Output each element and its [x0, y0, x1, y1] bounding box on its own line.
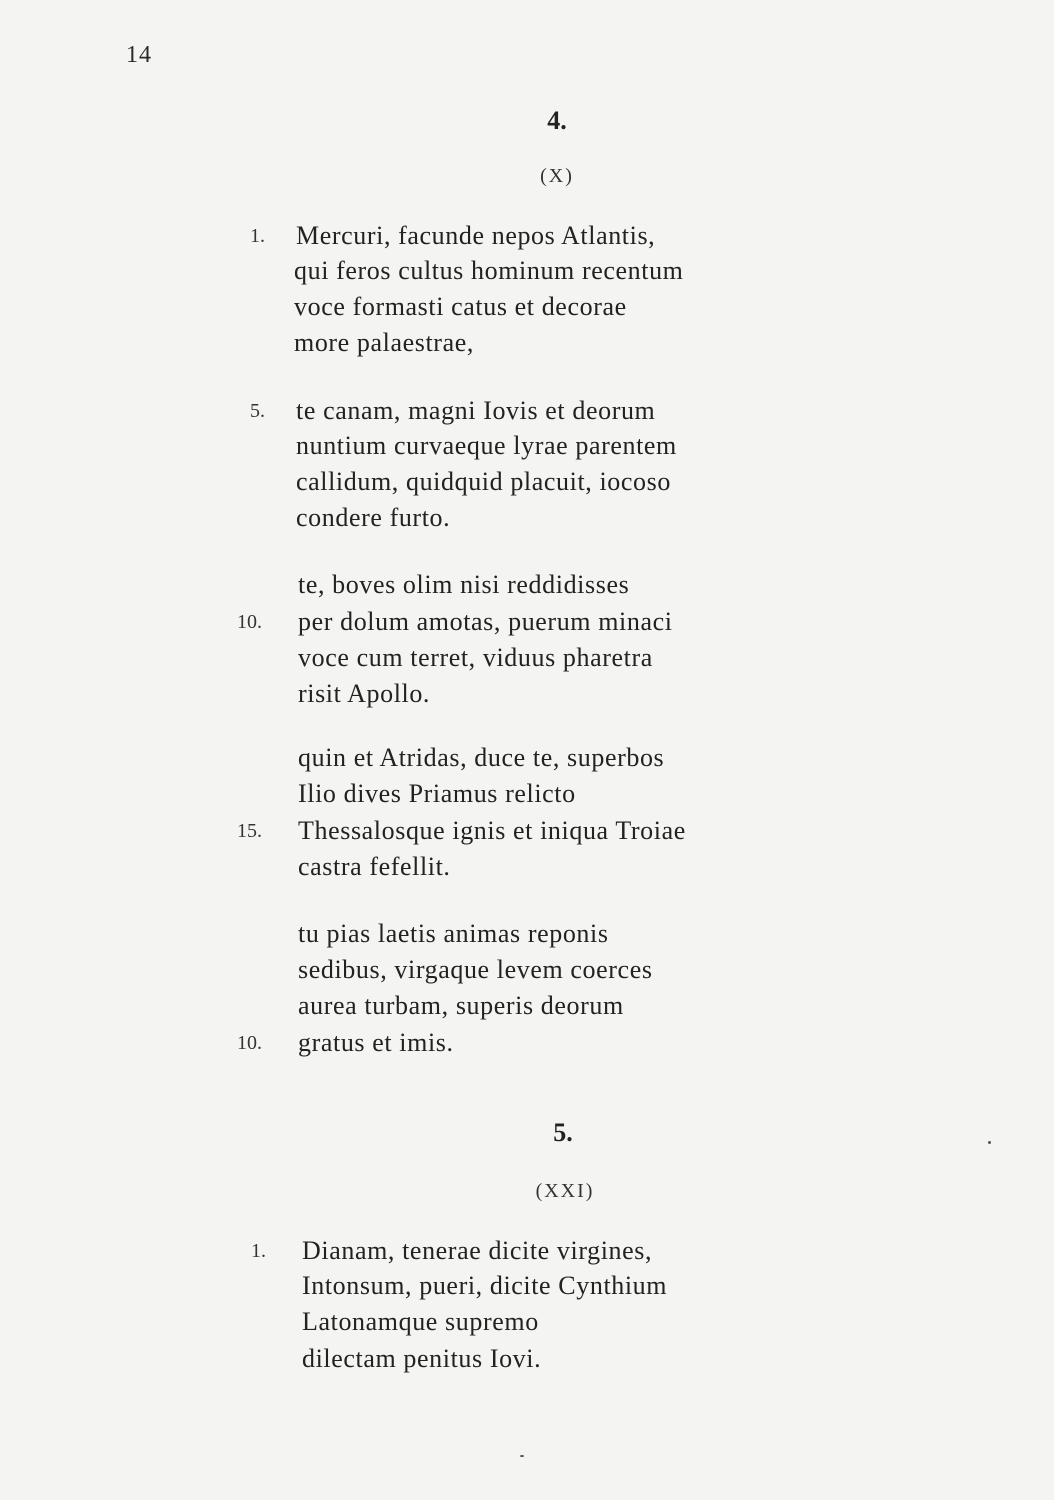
verse-line: Thessalosque ignis et iniqua Troiae: [298, 816, 686, 845]
verse-line: castra fefellit.: [298, 852, 451, 881]
ode-number: 5.: [553, 1118, 573, 1147]
verse-line: sedibus, virgaque levem coerces: [298, 955, 653, 984]
verse-line: tu pias laetis animas reponis: [298, 919, 609, 948]
print-speck: [988, 1141, 991, 1144]
verse-line: aurea turbam, superis deorum: [298, 991, 624, 1020]
verse-line: Latonamque supremo: [302, 1307, 539, 1336]
print-speck: [520, 1455, 524, 1457]
verse-line: nuntium curvaeque lyrae parentem: [296, 431, 677, 460]
verse-line: te, boves olim nisi reddidisses: [298, 570, 630, 599]
line-number: 1.: [250, 225, 265, 247]
line-number: 15.: [237, 820, 262, 842]
verse-line: gratus et imis.: [298, 1028, 454, 1057]
line-number: 1.: [251, 1240, 266, 1262]
line-number: 5.: [250, 400, 265, 422]
verse-line: per dolum amotas, puerum minaci: [298, 607, 673, 636]
verse-line: callidum, quidquid placuit, iocoso: [296, 467, 671, 496]
verse-line: risit Apollo.: [298, 679, 431, 708]
page-number: 14: [126, 42, 152, 68]
verse-line: Mercuri, facunde nepos Atlantis,: [296, 221, 656, 250]
verse-line: voce cum terret, viduus pharetra: [298, 643, 653, 672]
verse-line: voce formasti catus et decorae: [294, 292, 627, 321]
verse-line: quin et Atridas, duce te, superbos: [298, 743, 665, 772]
ode-number: 4.: [547, 106, 567, 135]
verse-line: te canam, magni Iovis et deorum: [296, 396, 656, 425]
line-number: 10.: [237, 611, 262, 633]
verse-line: condere furto.: [296, 503, 451, 532]
ode-reference: (XXI): [535, 1180, 595, 1202]
verse-line: Intonsum, pueri, dicite Cynthium: [302, 1271, 668, 1300]
verse-line: Dianam, tenerae dicite virgines,: [302, 1236, 653, 1265]
verse-line: qui feros cultus hominum recentum: [294, 256, 684, 285]
verse-line: dilectam penitus Iovi.: [302, 1344, 542, 1373]
line-number: 10.: [237, 1032, 262, 1054]
ode-reference: (X): [540, 165, 574, 187]
verse-line: more palaestrae,: [294, 328, 474, 357]
verse-line: Ilio dives Priamus relicto: [298, 779, 576, 808]
